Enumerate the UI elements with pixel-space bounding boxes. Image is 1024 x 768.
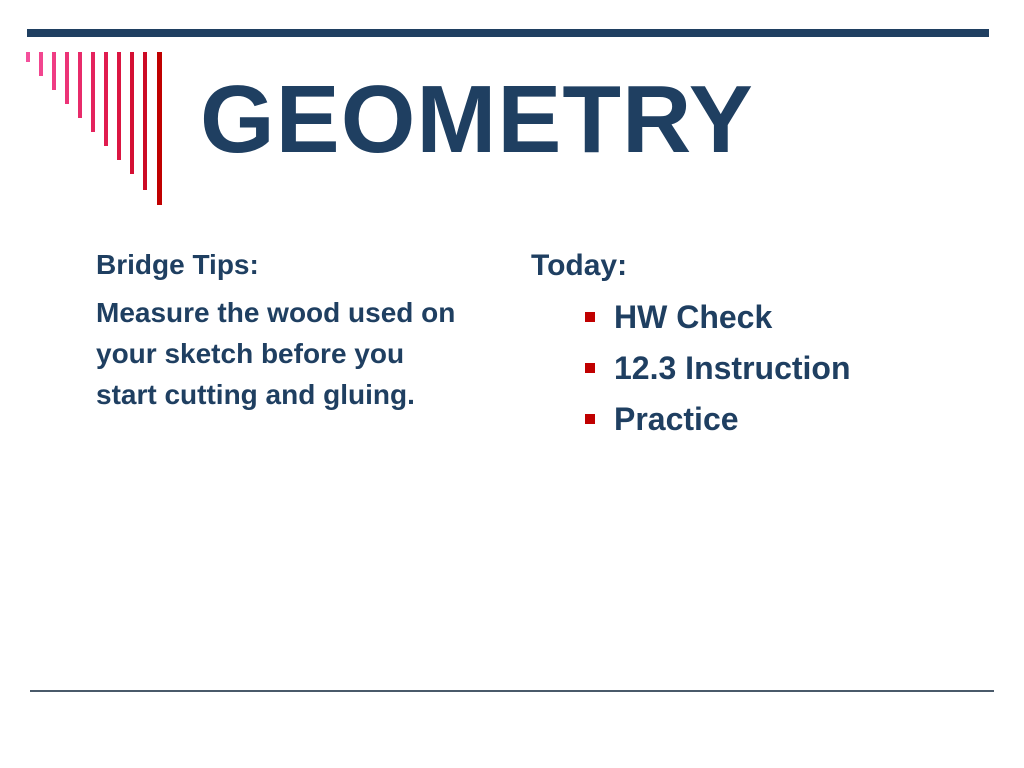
list-item-label: HW Check [614,299,773,335]
square-bullet-icon [585,312,595,322]
list-item [583,343,981,394]
list-item-label: Practice [614,401,739,437]
bridge-tips-column [96,248,456,415]
today-heading: Today: [531,249,628,282]
square-bullet-icon [585,363,595,373]
bottom-rule [30,690,994,692]
list-item [583,394,981,445]
bridge-tip-text: Measure the wood used on your sketch before you start cutting and gluing. [96,296,456,410]
square-bullet-icon [585,414,595,424]
list-item [583,292,981,343]
today-list [531,292,981,445]
decorative-stripes [0,0,180,210]
list-item-label: 12.3 Instruction [614,350,851,386]
today-column [531,248,981,445]
bridge-tips-heading: Bridge Tips: [96,249,259,280]
slide-title: GEOMETRY [200,66,754,173]
